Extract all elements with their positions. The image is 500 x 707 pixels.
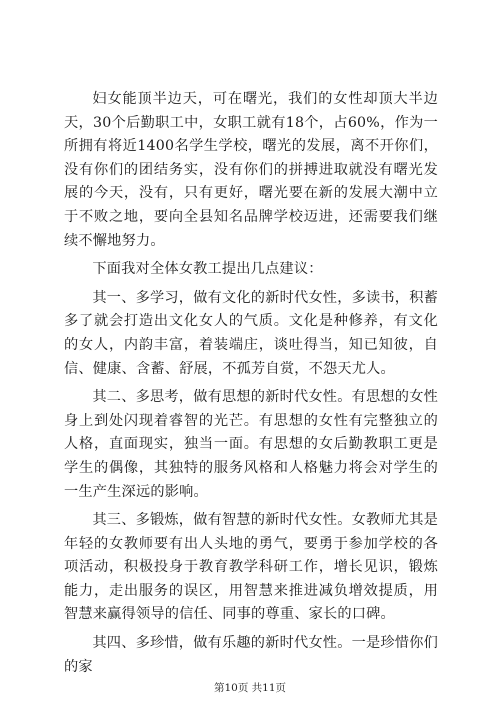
document-body (64, 88, 438, 684)
paragraph-intro: 妇女能顶半边天，可在曙光，我们的女性却顶大半边天，30个后勤职工中，女职工就有18个，占60%，作为一所拥有将近1400名学生学校，曙光的发展，离不开你们，没有你们的团结务实，没有你们的拼搏进取就没有曙光发展的今天，没有，只有更好，曙光要在新的发展大潮中立于不败之地，要向全县知名品牌学校迈进，还需要我们继续不懈地努力。 (64, 91, 438, 249)
paragraph-point-one: 其一、多学习，做有文化的新时代女性，多读书，积蓄多了就会打造出文化女人的气质。文化是种修养，有文化的女人，内韵丰富，着装端庄，谈吐得当，知已知彼，自信、健康、含蓄、舒展，不孤芳自赏，不怨天尤人。 (64, 289, 438, 377)
paragraph-suggestions-heading: 下面我对全体女教工提出几点建议： (92, 261, 323, 278)
paragraph-point-three: 其三、多锻炼，做有智慧的新时代女性。女教师尤其是年轻的女教师要有出人头地的勇气，要勇于参加学校的各项活动，积极投身于教育教学科研工作，增长见识，锻炼能力，走出服务的误区，用智慧来推进减负增效提质，用智慧来赢得领导的信任、同事的尊重、家长的口碑。 (64, 512, 438, 623)
page-number-footer: 第10页 共11页 (213, 682, 287, 694)
paragraph-point-four: 其四、多珍惜，做有乐趣的新时代女性。一是珍惜你们的家 (64, 635, 438, 675)
paragraph-point-two: 其二、多思考，做有思想的新时代女性。有思想的女性身上到处闪现着睿智的光芒。有思想的女性有完整独立的人格，直面现实，独当一面。有思想的女后勤教职工更是学生的偶像，其独特的服务风格和人格魅力将会对学生的一生产生深远的影响。 (64, 389, 438, 500)
